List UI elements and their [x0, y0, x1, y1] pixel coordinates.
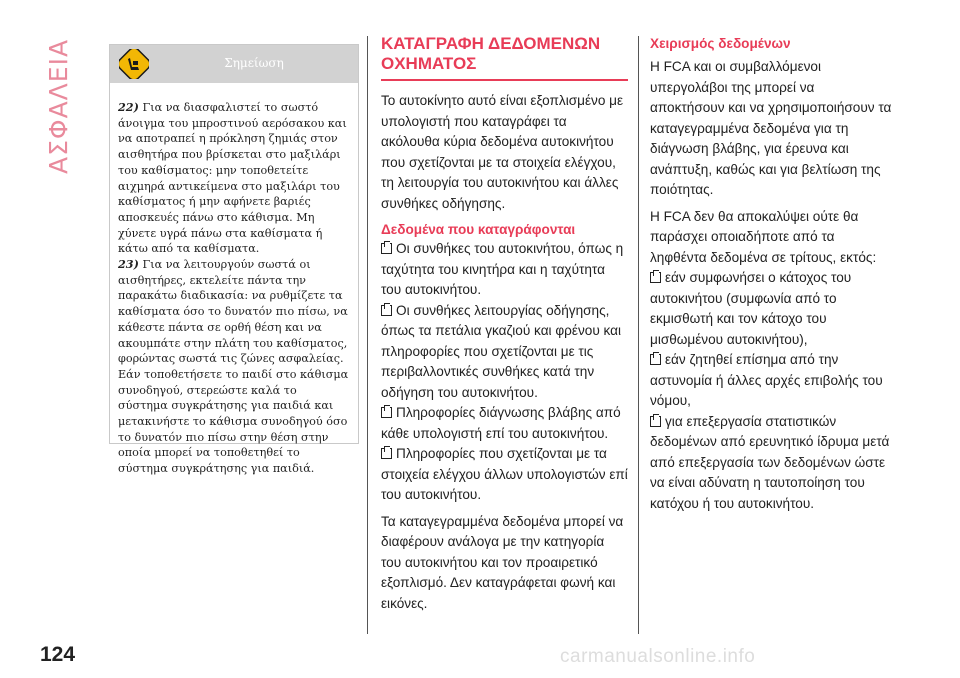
bullet-square-icon [650, 354, 661, 365]
note-item-22 [118, 100, 350, 257]
note-item-23 [118, 257, 350, 477]
list-item [650, 268, 892, 350]
list-item [650, 412, 892, 515]
handling-paragraph-1: Η FCA και οι συμβαλλόμενοι υπεργολάβοι της μπορεί να αποκτήσουν και να χρησιμοποιήσουν τα καταγεγραμμένα δεδομένα για τη διάγνωση βλάβης, για έρευνα και ανάπτυξη, καθώς και για βελτίωση της ποιότητας. [650, 59, 892, 197]
recorded-data-subheading: Δεδομένα που καταγράφονται [381, 222, 576, 237]
section-heading: ΚΑΤΑΓΡΑΦΗ ΔΕΔΟΜΕΝΩΝ ΟΧΗΜΑΤΟΣ [381, 34, 601, 73]
warning-seat-icon [119, 49, 149, 79]
note-header [110, 45, 358, 83]
list-item-text: εάν συμφωνήσει ο κάτοχος του αυτοκινήτου (συμφωνία από το εκμισθωτή και τον κάτοχο του μισθωμένου αυτοκινήτου), [650, 270, 852, 347]
column-divider-1 [367, 36, 368, 634]
column-data-recording [381, 34, 628, 620]
bullet-square-icon [381, 407, 392, 418]
data-handling-subheading: Χειρισμός δεδομένων [650, 36, 791, 51]
list-item [381, 239, 628, 301]
note-box [109, 44, 359, 476]
note-item-text: Για να διασφαλιστεί το σωστό άνοιγμα του μπροστινού αερόσακου και να αποτραπεί η πρόκληση ζημιάς στον αισθητήρα που βρίσκεται στο μαξιλάρι του καθίσματος: μην τοποθετείτε αιχμηρά αντικείμενα στο μαξιλάρι του καθίσματος ή μην αφήνετε βαριές αποσκευές πάνω στο κάθισμα. Μη χύνετε υγρά πάνω στα καθίσματα ή κάτω από τα καθίσματα. [118, 101, 347, 256]
column-data-handling [650, 34, 892, 520]
list-item-text: για επεξεργασία στατιστικών δεδομένων από ερευνητικό ίδρυμα μετά από επεξεργασία των δεδομένων ώστε να είναι αδύνατη η ταυτοποίηση του κατόχου ή του αυτοκινήτου. [650, 413, 890, 511]
note-title: Σημείωση [224, 56, 284, 70]
list-item-text: Οι συνθήκες λειτουργίας οδήγησης, όπως τα πετάλια γκαζιού και φρένου και πληροφορίες που σχετίζονται με τις περιβαλλοντικές συνθήκες κατά την οδήγηση του αυτοκινήτου. [381, 302, 622, 400]
bullet-square-icon [381, 448, 392, 459]
bullet-square-icon [650, 272, 661, 283]
heading-rule [381, 79, 628, 81]
list-item-text: Οι συνθήκες του αυτοκινήτου, όπως η ταχύτητα του κινητήρα και η ταχύτητα του αυτοκινήτου. [381, 241, 624, 297]
note-body [110, 83, 358, 477]
list-item-text: εάν ζητηθεί επίσημα από την αστυνομία ή άλλες αρχές επιβολής του νόμου, [650, 352, 883, 408]
list-item [381, 444, 628, 506]
column-divider-2 [638, 36, 639, 634]
intro-paragraph: Το αυτοκίνητο αυτό είναι εξοπλισμένο με υπολογιστή που καταγράφει τα ακόλουθα κύρια δεδομένα αυτοκινήτου που σχετίζονται με τα στοιχεία ελέγχου, τη λειτουργία του αυτοκινήτου και άλλες συνθήκες οδήγησης. [381, 93, 624, 211]
note-item-number: 22) [118, 100, 139, 114]
list-item [381, 301, 628, 404]
note-item-number: 23) [118, 257, 139, 272]
bullet-square-icon [650, 416, 661, 427]
bullet-square-icon [381, 243, 392, 254]
note-item-text: Για να λειτουργούν σωστά οι αισθητήρες, εκτελείτε πάντα την παρακάτω διαδικασία: να ρυθμίζετε τα καθίσματα όσο το δυνατόν πιο πίσω, να κάθεστε πάντα σε ορθή θέση και να ακουμπάτε στην πλάτη του καθίσματος, φορώντας σωστά τις ζώνες ασφαλείας. Εάν τοποθετήσετε το παιδί στο κάθισμα συνοδηγού, στερεώστε καλά το σύστημα συγκράτησης για παιδιά και μετακινήστε το κάθισμα συνοδηγού όσο το δυνατόν πιο πίσω στην θέση στην οποία μπορεί να τοποθετηθεί το σύστημα συγκράτησης για παιδιά. [118, 258, 349, 476]
watermark: carmanualsonline.info [560, 646, 756, 667]
section-tab-label: ΑΣΦΑΛΕΙΑ [44, 38, 73, 174]
section-tab [44, 24, 84, 174]
page-number: 124 [40, 643, 76, 666]
handling-paragraph-2: Η FCA δεν θα αποκαλύψει ούτε θα παράσχει οποιαδήποτε από τα ληφθέντα δεδομένα σε τρίτους, εκτός: [650, 208, 877, 265]
list-item [650, 350, 892, 412]
list-item-text: Πληροφορίες διάγνωσης βλάβης από κάθε υπολογιστή επί του αυτοκινήτου. [381, 405, 621, 441]
list-item-text: Πληροφορίες που σχετίζονται με τα στοιχεία ελέγχου άλλων υπολογιστών επί του αυτοκινήτου. [381, 446, 628, 502]
list-item [381, 403, 628, 444]
bullet-square-icon [381, 305, 392, 316]
closing-paragraph: Τα καταγεγραμμένα δεδομένα μπορεί να διαφέρουν ανάλογα με την κατηγορία του αυτοκινήτου και τον προαιρετικό εξοπλισμό. Δεν καταγράφεται φωνή και εικόνες. [381, 513, 624, 611]
